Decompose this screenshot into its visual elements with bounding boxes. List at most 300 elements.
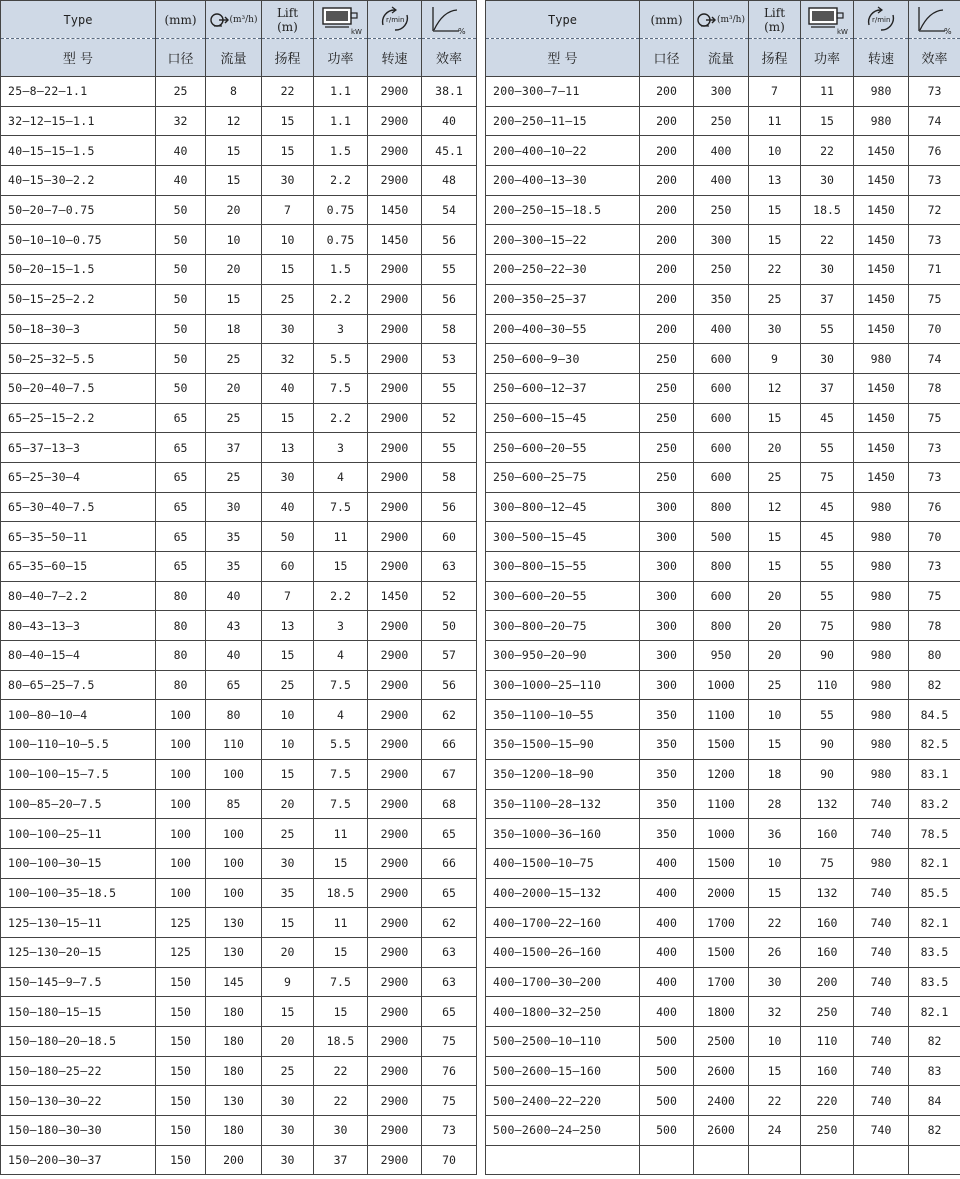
flow-cell: 250 (694, 255, 749, 285)
type-cell: 350—1500—15—90 (486, 730, 640, 760)
diameter-cell: 50 (156, 284, 206, 314)
power-cell: 11 (314, 522, 368, 552)
lift-cell: 15 (749, 195, 801, 225)
lift-label: Lift (763, 5, 786, 20)
speed-cell: 2900 (368, 136, 422, 166)
type-cell: 350—1100—28—132 (486, 789, 640, 819)
efficiency-cell: 66 (422, 730, 477, 760)
lift-cell: 30 (749, 967, 801, 997)
power-cell: 4 (314, 462, 368, 492)
efficiency-cell: 80 (909, 641, 960, 671)
lift-cell: 10 (749, 700, 801, 730)
efficiency-cell: 73 (909, 225, 960, 255)
diameter-cell: 40 (156, 166, 206, 196)
table-row (1, 908, 477, 938)
power-cell: 30 (801, 166, 854, 196)
diameter-cell: 65 (156, 492, 206, 522)
type-cell: 125—130—15—11 (1, 908, 156, 938)
lift-cell: 30 (262, 314, 314, 344)
lift-cell: 20 (749, 641, 801, 671)
flow-cell: 400 (694, 136, 749, 166)
speed-cell: 740 (854, 878, 909, 908)
efficiency-cell: 63 (422, 937, 477, 967)
efficiency-cell: 84.5 (909, 700, 960, 730)
type-cell: 300—950—20—90 (486, 641, 640, 671)
diameter-cell: 300 (640, 670, 694, 700)
diameter-cell: 300 (640, 492, 694, 522)
lift-cell: 15 (262, 255, 314, 285)
efficiency-cell: 54 (422, 195, 477, 225)
flow-cell: 25 (206, 403, 262, 433)
flow-cell: 200 (206, 1145, 262, 1175)
lift-cell: 15 (749, 522, 801, 552)
efficiency-cell: 70 (909, 522, 960, 552)
power-cell: 18.5 (314, 1027, 368, 1057)
lift-cell: 28 (749, 789, 801, 819)
flow-cell: 300 (694, 77, 749, 107)
power-cell: 55 (801, 314, 854, 344)
lift-cell: 25 (749, 670, 801, 700)
speed-cell: 1450 (854, 255, 909, 285)
speed-label-cn: 转速 (368, 39, 422, 77)
table-row (1, 552, 477, 582)
table-row (486, 433, 960, 463)
flow-cell: 1500 (694, 730, 749, 760)
diameter-cell: 300 (640, 552, 694, 582)
diameter-cell: 50 (156, 344, 206, 374)
lift-cell: 25 (262, 284, 314, 314)
speed-cell: 1450 (854, 462, 909, 492)
diameter-cell: 80 (156, 670, 206, 700)
type-cell: 300—1000—25—110 (486, 670, 640, 700)
power-cell: 4 (314, 641, 368, 671)
diameter-cell: 40 (156, 136, 206, 166)
flow-cell: 180 (206, 997, 262, 1027)
diameter-cell: 65 (156, 462, 206, 492)
efficiency-cell: 74 (909, 106, 960, 136)
type-cell: 500—2600—24—250 (486, 1116, 640, 1146)
flow-cell: 100 (206, 848, 262, 878)
type-label-cn: 型 号 (1, 39, 156, 77)
diameter-cell: 100 (156, 819, 206, 849)
type-cell: 100—100—15—7.5 (1, 759, 156, 789)
table-row (1, 611, 477, 641)
efficiency-unit: % (458, 26, 466, 35)
table-row (1, 700, 477, 730)
table-row (486, 819, 960, 849)
flow-cell: 800 (694, 552, 749, 582)
power-cell: 90 (801, 730, 854, 760)
flow-cell: 145 (206, 967, 262, 997)
flow-cell: 1700 (694, 908, 749, 938)
flow-icon (697, 10, 717, 30)
diameter-cell: 50 (156, 195, 206, 225)
lift-label-cn: 扬程 (749, 39, 801, 77)
table-row (486, 195, 960, 225)
efficiency-cell: 65 (422, 878, 477, 908)
diameter-cell: 500 (640, 1027, 694, 1057)
power-cell: 1.5 (314, 136, 368, 166)
efficiency-label-cn: 效率 (422, 39, 477, 77)
flow-cell: 110 (206, 730, 262, 760)
flow-cell: 65 (206, 670, 262, 700)
table-row (486, 789, 960, 819)
power-label-cn: 功率 (801, 39, 854, 77)
efficiency-cell: 73 (909, 462, 960, 492)
diameter-cell: 50 (156, 314, 206, 344)
speed-cell: 980 (854, 552, 909, 582)
diameter-cell: 300 (640, 641, 694, 671)
lift-cell: 40 (262, 373, 314, 403)
type-cell: 100—85—20—7.5 (1, 789, 156, 819)
type-cell: 500—2600—15—160 (486, 1056, 640, 1086)
type-cell: 300—800—20—75 (486, 611, 640, 641)
speed-cell: 2900 (368, 492, 422, 522)
diameter-cell: 200 (640, 225, 694, 255)
power-header (801, 1, 854, 39)
speed-cell: 2900 (368, 1027, 422, 1057)
efficiency-cell: 83.5 (909, 937, 960, 967)
power-cell: 55 (801, 433, 854, 463)
table-row (1, 284, 477, 314)
power-cell: 22 (801, 225, 854, 255)
efficiency-cell: 50 (422, 611, 477, 641)
power-cell: 22 (801, 136, 854, 166)
lift-cell: 25 (262, 1056, 314, 1086)
speed-cell: 2900 (368, 106, 422, 136)
power-cell: 11 (314, 819, 368, 849)
power-cell: 110 (801, 670, 854, 700)
power-cell: 160 (801, 1056, 854, 1086)
efficiency-cell: 76 (909, 492, 960, 522)
flow-cell: 100 (206, 878, 262, 908)
flow-cell: 400 (694, 166, 749, 196)
speed-cell: 740 (854, 937, 909, 967)
efficiency-cell: 55 (422, 433, 477, 463)
power-cell: 3 (314, 314, 368, 344)
power-cell: 75 (801, 462, 854, 492)
efficiency-cell: 82 (909, 1027, 960, 1057)
lift-cell: 15 (262, 106, 314, 136)
efficiency-cell: 56 (422, 492, 477, 522)
speed-cell: 2900 (368, 522, 422, 552)
table-row (486, 581, 960, 611)
flow-cell: 1100 (694, 700, 749, 730)
lift-cell: 30 (749, 314, 801, 344)
table-row (1, 522, 477, 552)
power-cell: 3 (314, 433, 368, 463)
efficiency-cell: 76 (422, 1056, 477, 1086)
table-row (1, 641, 477, 671)
power-cell: 55 (801, 581, 854, 611)
table-row (486, 225, 960, 255)
diameter-cell: 300 (640, 611, 694, 641)
diameter-cell: 400 (640, 878, 694, 908)
type-cell: 65—25—15—2.2 (1, 403, 156, 433)
table-row (486, 700, 960, 730)
flow-cell: 18 (206, 314, 262, 344)
speed-header (854, 1, 909, 39)
flow-icon (210, 10, 230, 30)
power-cell: 5.5 (314, 730, 368, 760)
power-cell: 132 (801, 878, 854, 908)
speed-cell: 2900 (368, 730, 422, 760)
speed-cell: 740 (854, 1086, 909, 1116)
power-cell: 37 (314, 1145, 368, 1175)
type-cell: 50—15—25—2.2 (1, 284, 156, 314)
table-row (1, 433, 477, 463)
lift-cell: 9 (262, 967, 314, 997)
power-cell: 250 (801, 1116, 854, 1146)
diameter-cell: 400 (640, 997, 694, 1027)
flow-cell: 800 (694, 611, 749, 641)
diameter-cell: 50 (156, 373, 206, 403)
flow-cell: 2600 (694, 1116, 749, 1146)
flow-unit: (m³/h) (229, 14, 258, 25)
speed-header (368, 1, 422, 39)
power-cell: 15 (314, 552, 368, 582)
diameter-unit: (mm) (156, 1, 206, 39)
lift-cell: 12 (749, 373, 801, 403)
table-row (486, 344, 960, 374)
speed-cell: 980 (854, 106, 909, 136)
lift-cell: 15 (749, 552, 801, 582)
flow-cell: 180 (206, 1116, 262, 1146)
type-cell: 100—100—30—15 (1, 848, 156, 878)
table-row (1, 1086, 477, 1116)
type-cell: 65—30—40—7.5 (1, 492, 156, 522)
efficiency-cell: 63 (422, 552, 477, 582)
efficiency-cell: 83 (909, 1056, 960, 1086)
flow-cell: 130 (206, 937, 262, 967)
lift-header (262, 1, 314, 39)
lift-cell: 22 (262, 77, 314, 107)
type-cell: 100—110—10—5.5 (1, 730, 156, 760)
power-cell: 7.5 (314, 670, 368, 700)
diameter-cell: 200 (640, 166, 694, 196)
efficiency-cell: 83.1 (909, 759, 960, 789)
table-row (486, 1086, 960, 1116)
type-cell: 25—8—22—1.1 (1, 77, 156, 107)
speed-cell: 2900 (368, 433, 422, 463)
type-cell: 250—600—9—30 (486, 344, 640, 374)
diameter-cell: 250 (640, 344, 694, 374)
table-row (486, 373, 960, 403)
diameter-cell: 500 (640, 1116, 694, 1146)
table-row (486, 1145, 960, 1175)
power-cell: 7.5 (314, 967, 368, 997)
speed-unit: r/min (385, 15, 404, 24)
efficiency-cell: 52 (422, 581, 477, 611)
table-row (486, 878, 960, 908)
speed-cell: 980 (854, 581, 909, 611)
speed-cell: 740 (854, 789, 909, 819)
efficiency-cell: 82 (909, 1116, 960, 1146)
header-row-cn (486, 39, 960, 77)
efficiency-cell: 68 (422, 789, 477, 819)
table-row (1, 136, 477, 166)
header-row-cn (1, 39, 477, 77)
diameter-cell: 100 (156, 700, 206, 730)
type-cell: 500—2400—22—220 (486, 1086, 640, 1116)
flow-cell: 250 (694, 106, 749, 136)
type-cell: 125—130—20—15 (1, 937, 156, 967)
speed-cell: 980 (854, 344, 909, 374)
efficiency-cell: 73 (909, 77, 960, 107)
flow-cell: 400 (694, 314, 749, 344)
table-row (1, 166, 477, 196)
table-row (1, 730, 477, 760)
lift-cell: 15 (749, 403, 801, 433)
table-row (486, 759, 960, 789)
type-cell: 200—400—10—22 (486, 136, 640, 166)
power-cell (801, 1145, 854, 1175)
speed-cell: 980 (854, 522, 909, 552)
table-row (486, 1056, 960, 1086)
speed-cell: 2900 (368, 641, 422, 671)
speed-cell: 1450 (368, 195, 422, 225)
table-row (1, 1056, 477, 1086)
efficiency-cell: 82.1 (909, 997, 960, 1027)
speed-cell: 2900 (368, 462, 422, 492)
flow-cell: 600 (694, 433, 749, 463)
efficiency-cell: 75 (909, 581, 960, 611)
lift-cell: 30 (262, 1086, 314, 1116)
lift-label: Lift (276, 5, 299, 20)
lift-cell: 30 (262, 166, 314, 196)
flow-cell: 43 (206, 611, 262, 641)
type-cell: 200—250—22—30 (486, 255, 640, 285)
type-cell: 50—20—7—0.75 (1, 195, 156, 225)
lift-cell: 22 (749, 255, 801, 285)
diameter-cell: 150 (156, 1116, 206, 1146)
lift-cell: 22 (749, 908, 801, 938)
efficiency-cell: 82.1 (909, 848, 960, 878)
flow-cell: 600 (694, 581, 749, 611)
diameter-cell: 80 (156, 581, 206, 611)
type-cell: 65—35—50—11 (1, 522, 156, 552)
table-row (1, 492, 477, 522)
power-cell: 1.1 (314, 77, 368, 107)
table-row (486, 522, 960, 552)
flow-cell: 2400 (694, 1086, 749, 1116)
lift-cell: 15 (749, 225, 801, 255)
efficiency-cell: 57 (422, 641, 477, 671)
lift-cell: 25 (749, 462, 801, 492)
table-row (1, 581, 477, 611)
lift-cell: 30 (262, 1145, 314, 1175)
table-row (486, 967, 960, 997)
type-cell: 40—15—30—2.2 (1, 166, 156, 196)
type-cell: 200—350—25—37 (486, 284, 640, 314)
table-row (1, 819, 477, 849)
flow-unit: (m³/h) (717, 14, 745, 25)
efficiency-cell: 56 (422, 670, 477, 700)
table-row (1, 967, 477, 997)
efficiency-cell: 62 (422, 908, 477, 938)
speed-cell: 1450 (854, 225, 909, 255)
efficiency-cell: 48 (422, 166, 477, 196)
lift-cell: 35 (262, 878, 314, 908)
diameter-cell: 400 (640, 967, 694, 997)
power-cell: 75 (801, 611, 854, 641)
efficiency-cell: 73 (909, 552, 960, 582)
type-cell: 65—25—30—4 (1, 462, 156, 492)
table-row (486, 77, 960, 107)
power-cell: 160 (801, 819, 854, 849)
speed-cell: 2900 (368, 1056, 422, 1086)
speed-cell: 1450 (854, 166, 909, 196)
flow-cell: 8 (206, 77, 262, 107)
diameter-cell: 65 (156, 552, 206, 582)
table-row (1, 314, 477, 344)
power-cell: 0.75 (314, 195, 368, 225)
efficiency-label-cn: 效率 (909, 39, 960, 77)
table-row (1, 878, 477, 908)
flow-cell: 130 (206, 908, 262, 938)
efficiency-curve-icon (429, 5, 469, 35)
type-cell: 50—20—15—1.5 (1, 255, 156, 285)
speed-cell: 1450 (854, 136, 909, 166)
table-row (1, 344, 477, 374)
efficiency-cell: 73 (422, 1116, 477, 1146)
speed-cell: 2900 (368, 1086, 422, 1116)
efficiency-cell: 56 (422, 225, 477, 255)
lift-cell: 10 (749, 1027, 801, 1057)
efficiency-cell: 70 (422, 1145, 477, 1175)
type-cell: 80—65—25—7.5 (1, 670, 156, 700)
type-cell: 400—1700—30—200 (486, 967, 640, 997)
type-cell: 400—1500—10—75 (486, 848, 640, 878)
efficiency-cell: 56 (422, 284, 477, 314)
flow-cell: 130 (206, 1086, 262, 1116)
table-row (486, 492, 960, 522)
efficiency-cell: 82 (909, 670, 960, 700)
speed-cell: 740 (854, 819, 909, 849)
speed-cell: 2900 (368, 1145, 422, 1175)
type-cell: 250—600—20—55 (486, 433, 640, 463)
flow-cell (694, 1145, 749, 1175)
speed-cell: 980 (854, 700, 909, 730)
lift-cell: 40 (262, 492, 314, 522)
power-cell: 250 (801, 997, 854, 1027)
lift-cell: 20 (749, 581, 801, 611)
type-cell: 400—2000—15—132 (486, 878, 640, 908)
power-cell: 11 (314, 908, 368, 938)
power-cell: 30 (801, 255, 854, 285)
flow-cell: 15 (206, 166, 262, 196)
flow-cell: 1200 (694, 759, 749, 789)
power-cell: 5.5 (314, 344, 368, 374)
power-cell: 160 (801, 937, 854, 967)
lift-cell: 25 (262, 819, 314, 849)
speed-cell: 740 (854, 997, 909, 1027)
power-cell: 90 (801, 641, 854, 671)
efficiency-cell: 83.2 (909, 789, 960, 819)
flow-cell: 35 (206, 552, 262, 582)
table-row (486, 552, 960, 582)
power-cell: 160 (801, 908, 854, 938)
efficiency-cell: 53 (422, 344, 477, 374)
flow-cell: 37 (206, 433, 262, 463)
table-row (486, 997, 960, 1027)
power-cell: 2.2 (314, 581, 368, 611)
table-row (1, 789, 477, 819)
diameter-cell: 200 (640, 195, 694, 225)
diameter-cell: 400 (640, 937, 694, 967)
speed-cell: 2900 (368, 373, 422, 403)
table-row (486, 848, 960, 878)
